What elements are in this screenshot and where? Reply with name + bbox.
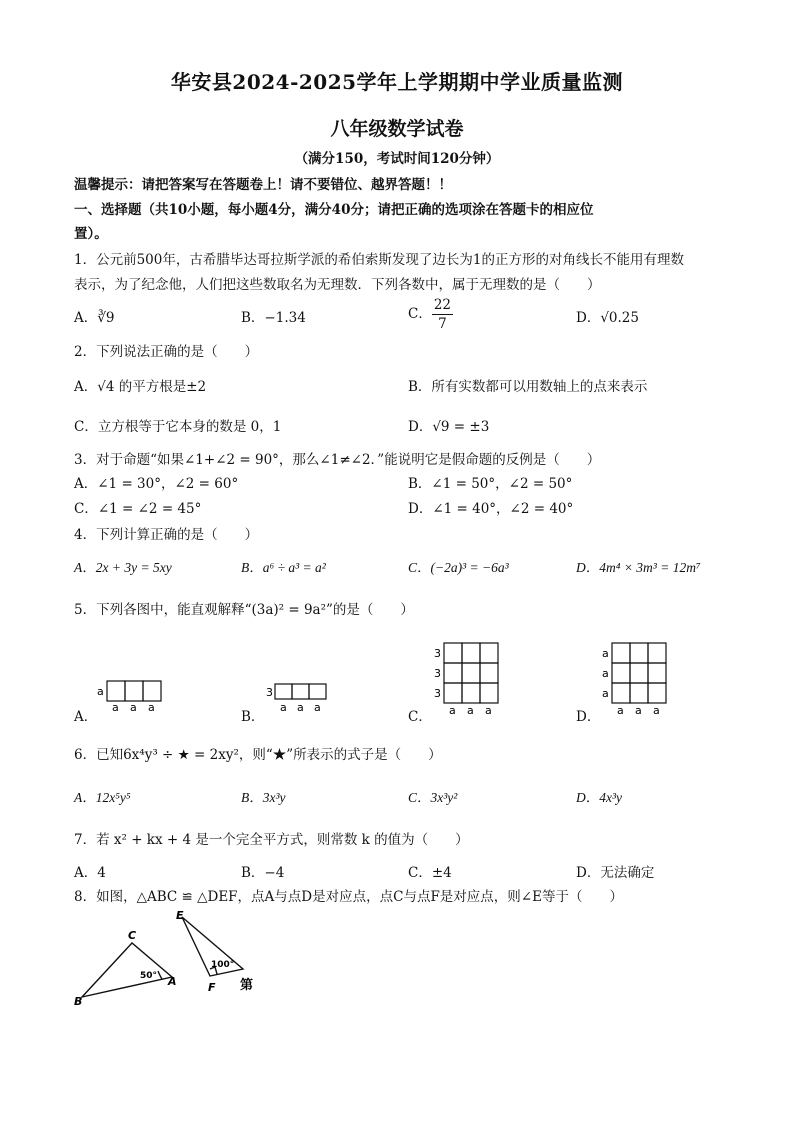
q5-c-bottom-label: a: [485, 704, 492, 717]
angle-a-arc: [158, 971, 162, 979]
q5-a-bottom-label: a: [112, 701, 119, 713]
q5-c-bottom-label: a: [449, 704, 456, 717]
q5-stem: 5．下列各图中，能直观解释“(3a)² = 9a²”的是（ ）: [74, 602, 414, 618]
q2-option-d: D．√9 = ±3: [408, 419, 490, 435]
q5-d-cell: [612, 683, 630, 703]
q1-fraction-denominator: 7: [438, 316, 447, 332]
q5-d-side-label: a: [602, 647, 609, 660]
q4-option-d: D．4m⁴ × 3m³ = 12m⁷: [576, 560, 701, 575]
q8-stem: 8．如图，△ABC ≌ △DEF，点A与点D是对应点，点C与点F是对应点，则∠E等于（ ）: [74, 889, 623, 905]
q5-a-bottom-label: a: [130, 701, 137, 713]
q3-option-c: C．∠1 = ∠2 = 45°: [74, 501, 202, 517]
q3-stem: 3．对于命题“如果∠1+∠2 = 90°，那么∠1≠∠2．”能说明它是假命题的反例是（ ）: [74, 452, 601, 468]
triangle-abc: [82, 943, 172, 997]
section1-heading: 一、选择题（共10小题，每小题4分，满分40分；请把正确的选项涂在答题卡的相应位: [74, 202, 594, 218]
q4-stem: 4．下列计算正确的是（ ）: [74, 527, 259, 543]
q5-d-cell: [630, 643, 648, 663]
q5-c-cell: [462, 643, 480, 663]
q1-option-c: [408, 296, 453, 333]
q5-d-bottom-label: a: [635, 704, 642, 717]
q1-stem-line1: 1．公元前500年，古希腊毕达哥拉斯学派的希伯索斯发现了边长为1的正方形的对角线长不能用有理数: [74, 252, 684, 268]
q5-b-cell: [309, 684, 326, 699]
q5-figure-d: [600, 640, 680, 718]
q6-option-c: C．3x³y²: [408, 790, 458, 805]
q5-d-cell: [648, 683, 666, 703]
q1-stem-line2: 表示，为了纪念他，人们把这些数取名为无理数．下列各数中，属于无理数的是（ ）: [74, 277, 601, 293]
q5-b-side-label: 3: [266, 686, 273, 699]
exam-info: （满分150，考试时间120分钟）: [294, 151, 500, 167]
q5-figure-b: [265, 680, 340, 715]
q5-d-cell: [630, 683, 648, 703]
q2-stem: 2．下列说法正确的是（ ）: [74, 344, 259, 360]
q4-option-b: B．a⁶ ÷ a³ = a²: [241, 560, 326, 575]
q6-option-a: A．12x⁵y⁵: [74, 790, 131, 805]
q5-b-cell: [292, 684, 309, 699]
q5-c-cell: [462, 663, 480, 683]
q5-c-cell: [444, 683, 462, 703]
q8-figure: [70, 905, 265, 1010]
q6-stem: 6．已知6x⁴y³ ÷ ★ = 2xy²，则“★”所表示的式子是（ ）: [74, 747, 442, 763]
label-angle-f: 100°: [211, 960, 235, 970]
q5-c-cell: [480, 683, 498, 703]
q5-c-side-label: 3: [434, 687, 441, 700]
q1-option-c-label: C．: [408, 306, 432, 322]
q7-option-c: C．±4: [408, 865, 452, 881]
q5-figure-a: [95, 678, 170, 713]
section1-heading-cont: 置）。: [74, 226, 108, 242]
q5-d-cell: [648, 663, 666, 683]
q6-option-b: B．3x³y: [241, 790, 286, 805]
q5-c-cell: [444, 663, 462, 683]
q4-option-c: C．(−2a)³ = −6a³: [408, 560, 509, 575]
q5-d-bottom-label: a: [617, 704, 624, 717]
exam-subtitle: 八年级数学试卷: [330, 118, 464, 140]
q5-b-cell: [275, 684, 292, 699]
q5-figure-c: [432, 640, 512, 718]
label-angle-a: 50°: [140, 971, 158, 981]
q5-option-a: A．: [74, 709, 98, 725]
q5-c-cell: [444, 643, 462, 663]
q5-a-bottom-label: a: [148, 701, 155, 713]
label-e: E: [176, 909, 184, 922]
notice: 温馨提示：请把答案写在答题卷上！请不要错位、越界答题！！: [74, 177, 452, 193]
q5-a-cell: [125, 681, 143, 701]
q5-c-cell: [480, 663, 498, 683]
q7-option-a: A．4: [74, 865, 106, 881]
q2-option-c: C．立方根等于它本身的数是 0，1: [74, 419, 282, 435]
q5-d-cell: [612, 663, 630, 683]
q7-stem: 7．若 x² + kx + 4 是一个完全平方式，则常数 k 的值为（ ）: [74, 832, 469, 848]
q1-fraction: [432, 296, 453, 333]
q5-a-cell: [107, 681, 125, 701]
q5-d-cell: [612, 643, 630, 663]
q2-option-a: A．√4 的平方根是±2: [74, 379, 207, 395]
q5-option-d: D．: [576, 709, 601, 725]
q3-option-a: A．∠1 = 30°，∠2 = 60°: [74, 476, 239, 492]
q5-option-c: C．: [408, 709, 432, 725]
q5-c-side-label: 3: [434, 647, 441, 660]
q6-option-d: D．4x³y: [576, 790, 623, 805]
q4-option-a: A．2x + 3y = 5xy: [74, 560, 172, 575]
q5-c-bottom-label: a: [467, 704, 474, 717]
q5-c-cell: [462, 683, 480, 703]
q7-option-b: B．−4: [241, 865, 285, 881]
q3-option-b: B．∠1 = 50°，∠2 = 50°: [408, 476, 573, 492]
label-a: A: [168, 975, 177, 988]
q3-option-d: D．∠1 = 40°，∠2 = 40°: [408, 501, 574, 517]
q2-option-b: B．所有实数都可以用数轴上的点来表示: [408, 379, 648, 395]
q5-option-b: B．: [241, 709, 265, 725]
q5-b-bottom-label: a: [297, 701, 304, 714]
q1-option-d: D．√0.25: [576, 310, 639, 326]
label-c: C: [128, 929, 137, 942]
q5-d-side-label: a: [602, 667, 609, 680]
q5-d-cell: [648, 643, 666, 663]
label-cut-text: 第: [240, 978, 254, 993]
q7-option-d: D．无法确定: [576, 865, 655, 881]
q1-option-a: A．∛9: [74, 310, 115, 326]
q1-fraction-numerator: 22: [433, 297, 452, 313]
q5-c-cell: [480, 643, 498, 663]
exam-title: 华安县2024-2025学年上学期期中学业质量监测: [170, 70, 624, 94]
label-f: F: [208, 981, 216, 994]
q5-a-cell: [143, 681, 161, 701]
q5-d-bottom-label: a: [653, 704, 660, 717]
q5-a-side-label: a: [97, 685, 104, 698]
q5-d-cell: [630, 663, 648, 683]
q5-c-side-label: 3: [434, 667, 441, 680]
label-b: B: [74, 995, 83, 1008]
q5-d-side-label: a: [602, 687, 609, 700]
q1-option-b: B．−1.34̇: [241, 310, 306, 326]
q5-b-bottom-label: a: [314, 701, 321, 714]
q5-b-bottom-label: a: [280, 701, 287, 714]
